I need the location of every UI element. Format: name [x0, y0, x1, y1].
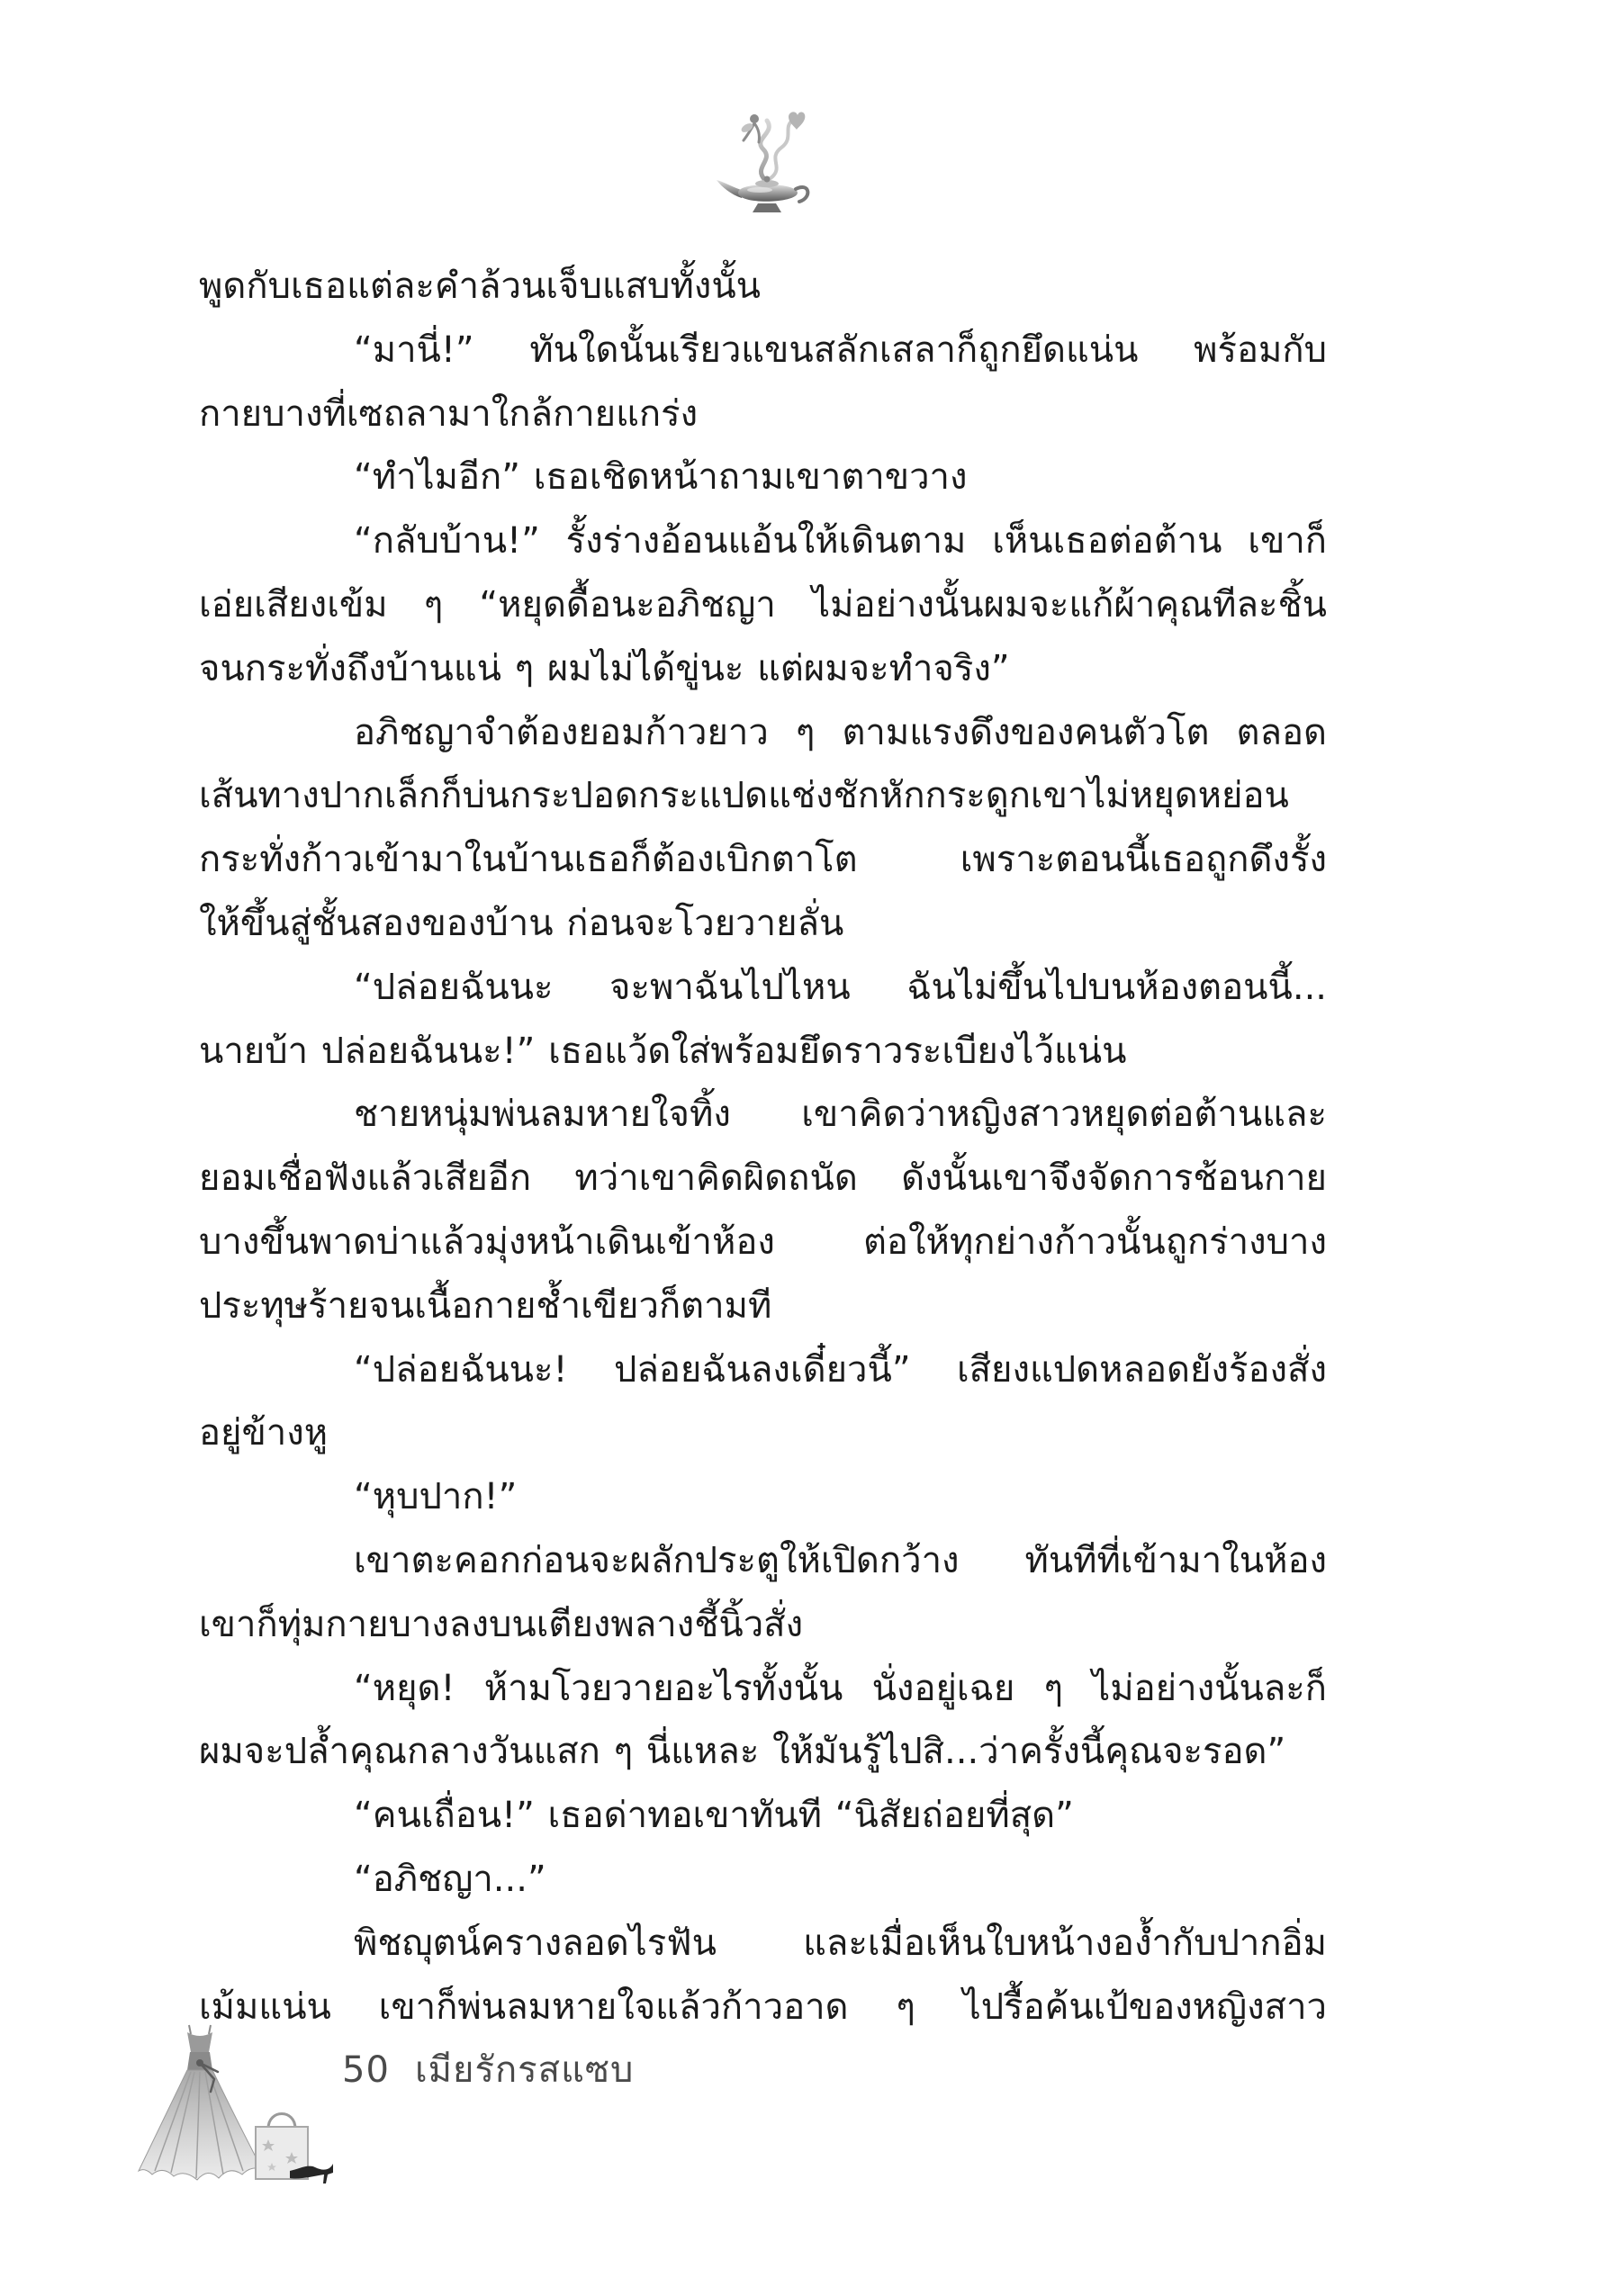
paragraph [199, 255, 1327, 319]
body-text-line: กายบางที่เซถลามาใกล้กายแกร่ง [199, 392, 699, 435]
body-text-line: นายบ้า ปล่อยฉันนะ!” เธอแว้ดใส่พร้อมยึดราวระเบียงไว้แน่น [199, 1030, 1127, 1072]
body-text-line: เส้นทางปากเล็กก็บ่นกระปอดกระแปดแช่งชักหักกระดูกเขาไม่หยุดหย่อน [199, 775, 1289, 817]
body-text-line: “คนเถื่อน!” เธอด่าทอเขาทันที “นิสัยถ่อยที่สุด” [354, 1795, 1074, 1837]
paragraph [199, 1784, 1327, 1848]
body-text-line: “ปล่อยฉันนะ จะพาฉันไปไหน ฉันไม่ขึ้นไปบนห้องตอนนี้... [354, 966, 1327, 1008]
body-text-line: บางขึ้นพาดบ่าแล้วมุ่งหน้าเดินเข้าห้อง ต่อให้ทุกย่างก้าวนั้นถูกร่างบาง [199, 1220, 1327, 1263]
body-text-line: อภิชญาจำต้องยอมก้าวยาว ๆ ตามแรงดึงของคนตัวโต ตลอด [354, 711, 1327, 753]
paragraph [199, 1338, 1327, 1466]
body-text-line: “อภิชญา...” [354, 1858, 546, 1900]
body-text-line: “มานี่!” ทันใดนั้นเรียวแขนสลักเสลาก็ถูกยึดแน่น พร้อมกับ [354, 329, 1327, 371]
paragraph [199, 1083, 1327, 1337]
paragraph [199, 1848, 1327, 1912]
body-text-line: พูดกับเธอแต่ละคำล้วนเจ็บแสบทั้งนั้น [199, 266, 762, 307]
body-text-line: เขาก็ทุ่มกายบางลงบนเตียงพลางชี้นิ้วสั่ง [199, 1603, 804, 1645]
body-text-line: เอ่ยเสียงเข้ม ๆ “หยุดดื้อนะอภิชญา ไม่อย่างนั้นผมจะแก้ผ้าคุณทีละชิ้น [199, 583, 1327, 626]
body-text-line: จนกระทั่งถึงบ้านแน่ ๆ ผมไม่ได้ขู่นะ แต่ผมจะทำจริง” [199, 647, 1010, 689]
body-text-line: “หยุด! ห้ามโวยวายอะไรทั้งนั้น นั่งอยู่เฉย ๆ ไม่อย่างนั้นละก็ [354, 1667, 1327, 1709]
book-title: เมียรักรสแซบ [415, 2049, 635, 2091]
body-text-line: กระทั่งก้าวเข้ามาในบ้านเธอก็ต้องเบิกตาโต เพราะตอนนี้เธอถูกดึงรั้ง [199, 839, 1327, 881]
paragraph [199, 319, 1327, 446]
body-text-line: ผมจะปล้ำคุณกลางวันแสก ๆ นี่แหละ ให้มันรู้ไปสิ...ว่าครั้งนี้คุณจะรอด” [199, 1731, 1286, 1773]
body-text-line: เขาตะคอกก่อนจะผลักประตูให้เปิดกว้าง ทันทีที่เข้ามาในห้อง [354, 1539, 1327, 1581]
body-text-line: พิชญุตน์ครางลอดไรฟัน และเมื่อเห็นใบหน้างอง้ำกับปากอิ่ม [354, 1922, 1327, 1964]
dress-icon [135, 2023, 266, 2187]
paragraph [199, 1465, 1327, 1529]
paragraph [199, 1912, 1327, 2039]
body-text-line: “ทำไมอีก” เธอเชิดหน้าถามเขาตาขวาง [354, 456, 968, 499]
paragraph [199, 446, 1327, 509]
body-text-line: ชายหนุ่มพ่นลมหายใจทิ้ง เขาคิดว่าหญิงสาวหยุดต่อต้านและ [354, 1094, 1327, 1136]
body-text-line: “หุบปาก!” [354, 1476, 518, 1518]
page-number: 50 [342, 2049, 390, 2091]
magic-lamp-icon [711, 104, 819, 221]
paragraph [199, 701, 1327, 956]
body-text-line: ประทุษร้ายจนเนื้อกายช้ำเขียวก็ตามที [199, 1284, 772, 1327]
paragraph [199, 509, 1327, 700]
high-heel-shoe-icon [286, 2144, 336, 2184]
paragraph [199, 1529, 1327, 1657]
body-text-line: เม้มแน่น เขาก็พ่นลมหายใจแล้วก้าวอาด ๆ ไปรื้อค้นเป้ของหญิงสาว [199, 1985, 1327, 2028]
paragraph [199, 1657, 1327, 1785]
body-text-line: อยู่ข้างหู [199, 1412, 329, 1454]
paragraph [199, 956, 1327, 1084]
body-text-line: ให้ขึ้นสู่ชั้นสองของบ้าน ก่อนจะโวยวายลั่น [199, 902, 844, 944]
body-text [199, 255, 1327, 2039]
body-text-line: “กลับบ้าน!” รั้งร่างอ้อนแอ้นให้เดินตาม เห็นเธอต่อต้าน เขาก็ [354, 520, 1327, 563]
body-text-line: “ปล่อยฉันนะ! ปล่อยฉันลงเดี๋ยวนี้” เสียงแปดหลอดยังร้องสั่ง [354, 1348, 1327, 1391]
body-text-line: ยอมเชื่อฟังแล้วเสียอีก ทว่าเขาคิดผิดถนัด ดังนั้นเขาจึงจัดการช้อนกาย [199, 1157, 1327, 1200]
